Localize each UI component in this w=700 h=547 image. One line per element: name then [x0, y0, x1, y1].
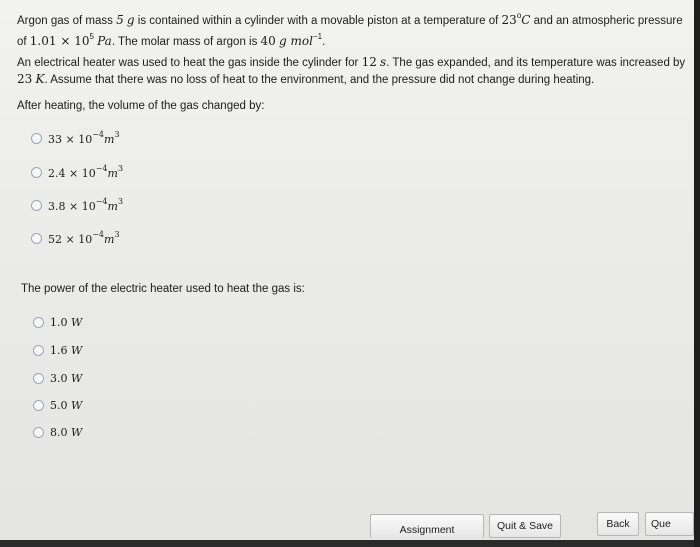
pressure-unit: Pa	[97, 34, 112, 48]
radio-button[interactable]	[33, 373, 44, 384]
q1-option-2[interactable]	[31, 164, 123, 180]
text: . Assume that there was no loss of heat to the environment, and the pressure did not change during heating.	[44, 74, 595, 86]
radio-button[interactable]	[33, 345, 44, 356]
option-value: 5.0	[50, 399, 68, 412]
option-value: 33 × 10	[48, 133, 93, 146]
quit-save-button[interactable]	[489, 514, 561, 538]
temperature-value: 23	[501, 13, 517, 27]
question-menu-button[interactable]	[645, 512, 694, 536]
text: An electrical heater was used to heat the gas inside the cylinder for	[17, 57, 362, 69]
option-unit: W	[71, 344, 83, 357]
text: is contained within a cylinder with a movable piston at a temperature of	[134, 15, 502, 27]
option-value: 2.4 × 10	[48, 167, 96, 180]
option-value: 1.0	[50, 316, 68, 329]
pressure-exponent: 5	[89, 32, 94, 41]
option-exponent: −4	[95, 197, 108, 206]
temperature-unit: C	[521, 13, 531, 27]
q2-option-2[interactable]	[33, 344, 82, 357]
text: Argon gas of mass	[17, 15, 117, 27]
pressure-value: 1.01 × 10	[29, 34, 90, 48]
option-exponent: −4	[92, 130, 105, 139]
option-unit: m	[107, 200, 118, 213]
molar-mass-value: 40	[260, 34, 276, 48]
option-unit: W	[71, 399, 83, 412]
time-value: 12	[361, 55, 377, 69]
option-unit: W	[71, 426, 83, 439]
degree-sign: o	[516, 11, 522, 20]
back-button[interactable]	[597, 512, 639, 536]
text: of	[17, 36, 30, 48]
q1-option-4[interactable]	[31, 230, 120, 246]
option-value: 3.0	[50, 372, 68, 385]
mass-unit: g	[126, 13, 135, 27]
radio-button[interactable]	[31, 200, 42, 211]
radio-button[interactable]	[31, 133, 42, 144]
text: . The gas expanded, and its temperature was increased by	[386, 57, 686, 69]
question-2-prompt: The power of the electric heater used to heat the gas is:	[21, 283, 305, 295]
temperature-change-unit: K	[35, 72, 45, 86]
back-label: Back	[606, 518, 630, 530]
text: .	[322, 36, 326, 48]
option-unit: m	[107, 167, 118, 180]
right-border	[694, 0, 700, 547]
assignment-button[interactable]	[370, 514, 484, 538]
temperature-change-value: 23	[17, 72, 33, 86]
text: and an atmospheric pressure	[530, 15, 683, 27]
option-unit-exponent: 3	[114, 230, 120, 239]
q1-option-3[interactable]	[31, 197, 123, 213]
option-value: 8.0	[50, 426, 68, 439]
radio-button[interactable]	[33, 400, 44, 411]
option-value: 52 × 10	[48, 233, 93, 246]
option-unit: m	[104, 233, 115, 246]
mass-value: 5	[116, 13, 124, 27]
option-unit: W	[71, 316, 83, 329]
molar-mass-unit: g mol	[279, 34, 313, 48]
q2-option-5[interactable]	[33, 426, 82, 439]
option-value: 1.6	[50, 344, 68, 357]
q1-option-1[interactable]	[31, 130, 120, 146]
radio-button[interactable]	[33, 427, 44, 438]
q2-option-3[interactable]	[33, 372, 82, 385]
option-unit: W	[71, 372, 83, 385]
option-unit-exponent: 3	[117, 197, 124, 206]
option-unit-exponent: 3	[117, 164, 124, 173]
time-unit: s	[380, 55, 387, 69]
radio-button[interactable]	[33, 317, 44, 328]
molar-mass-exponent: −1	[312, 32, 323, 41]
q2-option-4[interactable]	[33, 399, 82, 412]
option-exponent: −4	[95, 164, 108, 173]
question-menu-label: Que	[651, 518, 671, 530]
option-unit: m	[104, 133, 115, 146]
bottom-border	[0, 540, 700, 547]
option-unit-exponent: 3	[114, 130, 120, 139]
question-1-prompt: After heating, the volume of the gas changed by:	[17, 100, 265, 112]
question-1-stem-intro	[17, 8, 693, 50]
option-value: 3.8 × 10	[48, 200, 96, 213]
assignment-label: Assignment	[399, 524, 455, 536]
quit-save-label: Quit & Save	[496, 520, 554, 532]
text: . The molar mass of argon is	[111, 36, 261, 48]
option-exponent: −4	[92, 230, 105, 239]
question-1-stem-heating	[17, 54, 693, 88]
radio-button[interactable]	[31, 233, 42, 244]
radio-button[interactable]	[31, 167, 42, 178]
q2-option-1[interactable]	[33, 316, 82, 329]
